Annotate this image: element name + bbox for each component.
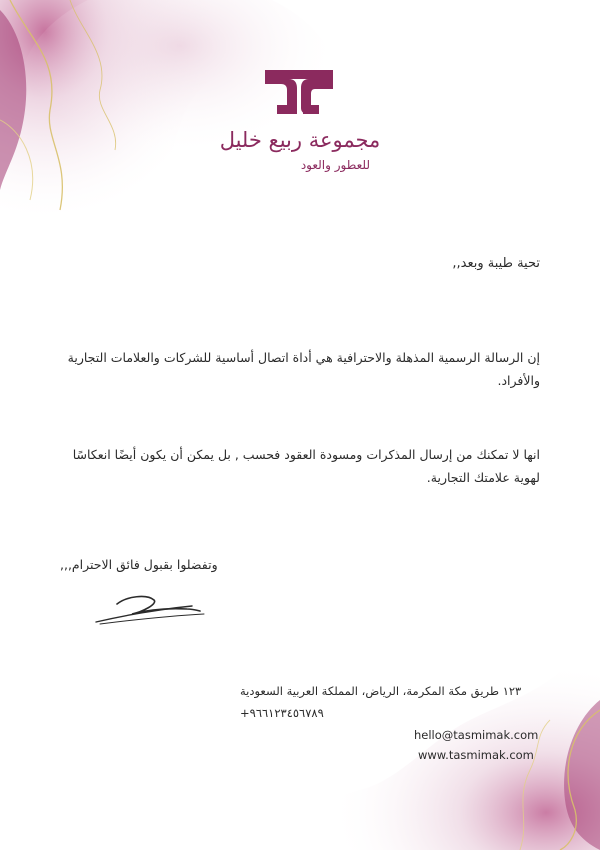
- letter-paragraph-2: انها لا تمكنك من إرسال المذكرات ومسودة العقود فحسب , بل يمكن أن يكون أيضًا انعكاسًا لهوية علامتك التجارية.: [72, 447, 540, 485]
- brand-name: مجموعة ربيع خليل: [219, 128, 381, 152]
- letter-closing: وتفضلوا بقبول فائق الاحترام,,,: [60, 557, 218, 572]
- letter-paragraph-1: إن الرسالة الرسمية المذهلة والاحترافية هي أداة اتصال أساسية للشركات والعلامات التجارية والأفراد.: [67, 350, 540, 388]
- contact-email[interactable]: hello@tasmimak.com: [414, 728, 539, 742]
- letter-greeting: تحية طيبة وبعد,,: [452, 256, 540, 271]
- brand-subtitle: للعطور والعود: [300, 158, 370, 172]
- brand-logo-icon: [263, 70, 335, 114]
- handwritten-signature: [92, 588, 207, 628]
- contact-address: ١٢٣ طريق مكة المكرمة، الرياض، المملكة العربية السعودية: [240, 684, 522, 698]
- contact-phone: +٩٦٦١٢٣٤٥٦٧٨٩: [240, 706, 324, 720]
- contact-website[interactable]: www.tasmimak.com: [418, 748, 534, 762]
